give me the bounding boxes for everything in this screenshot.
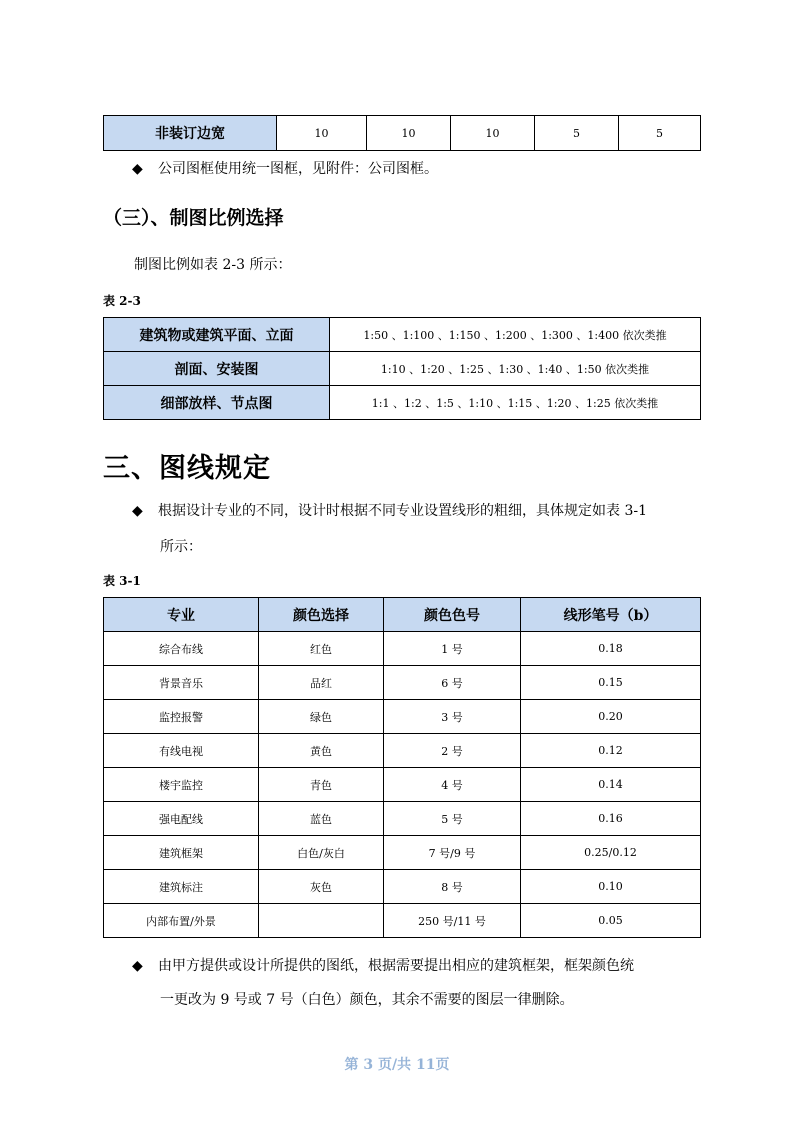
table-cell: 2 号 [384, 734, 521, 768]
paragraph: 制图比例如表 2-3 所示： [134, 257, 292, 273]
column-header: 专业 [104, 598, 259, 632]
diamond-bullet-icon: ◆ [132, 958, 143, 974]
table-row [104, 904, 701, 938]
table-cell: 建筑标注 [104, 870, 259, 904]
bullet-item [132, 951, 634, 982]
table-cell: 白色/灰白 [259, 836, 384, 870]
table-cell: 建筑框架 [104, 836, 259, 870]
table-cell: 0.10 [521, 870, 701, 904]
table-cell: 1:50 、1:100 、1:150 、1:200 、1:300 、1:400 依次类推 [330, 318, 701, 352]
table-cell: 5 [619, 116, 701, 151]
bullet-text-continued: 一更改为 9 号或 7 号（白色）颜色，其余不需要的图层一律删除。 [160, 992, 574, 1008]
page-footer: 第 3 页/共 11页 [344, 1057, 450, 1073]
table-cell: 0.15 [521, 666, 701, 700]
bullet-item [132, 154, 438, 185]
table-cell: 灰色 [259, 870, 384, 904]
table-cell: 1:1 、1:2 、1:5 、1:10 、1:15 、1:20 、1:25 依次类推 [330, 386, 701, 420]
column-header: 颜色选择 [259, 598, 384, 632]
table-row [104, 116, 701, 151]
column-header: 线形笔号（b） [521, 598, 701, 632]
table-row [104, 318, 701, 352]
table-row [104, 734, 701, 768]
table-row [104, 352, 701, 386]
table-cell: 8 号 [384, 870, 521, 904]
row-label: 剖面、安装图 [104, 352, 330, 386]
table-row [104, 666, 701, 700]
table-cell: 蓝色 [259, 802, 384, 836]
row-label: 非装订边宽 [104, 116, 277, 151]
table-cell: 6 号 [384, 666, 521, 700]
table-cell: 10 [451, 116, 535, 151]
table-cell: 内部布置/外景 [104, 904, 259, 938]
table-cell: 绿色 [259, 700, 384, 734]
table-cell: 有线电视 [104, 734, 259, 768]
table-cell: 青色 [259, 768, 384, 802]
table-cell: 0.05 [521, 904, 701, 938]
table-cell: 监控报警 [104, 700, 259, 734]
table-cell: 0.20 [521, 700, 701, 734]
table-cell: 4 号 [384, 768, 521, 802]
table-cell: 1:10 、1:20 、1:25 、1:30 、1:40 、1:50 依次类推 [330, 352, 701, 386]
section-heading: （三）、制图比例选择 [103, 207, 284, 229]
table-cell: 红色 [259, 632, 384, 666]
table-cell: 综合布线 [104, 632, 259, 666]
table-cell: 0.14 [521, 768, 701, 802]
table-row [104, 802, 701, 836]
table-cell: 0.18 [521, 632, 701, 666]
table-cell: 3 号 [384, 700, 521, 734]
table-caption: 表 3-1 [103, 574, 141, 588]
table-cell: 1 号 [384, 632, 521, 666]
table-cell [259, 904, 384, 938]
column-header: 颜色色号 [384, 598, 521, 632]
bullet-text: 公司图框使用统一图框，见附件：公司图框。 [158, 161, 438, 177]
table-header-row [104, 598, 701, 632]
row-label: 建筑物或建筑平面、立面 [104, 318, 330, 352]
table-cell: 7 号/9 号 [384, 836, 521, 870]
bullet-text-continued: 所示： [160, 539, 202, 555]
table-row [104, 836, 701, 870]
chapter-heading: 三、图线规定 [103, 453, 271, 484]
table-cell: 0.25/0.12 [521, 836, 701, 870]
scale-table [103, 317, 701, 420]
bullet-text: 由甲方提供或设计所提供的图纸，根据需要提出相应的建筑框架，框架颜色统 [158, 958, 634, 974]
table-cell: 强电配线 [104, 802, 259, 836]
table-row [104, 386, 701, 420]
bullet-item [132, 496, 647, 527]
table-caption: 表 2-3 [103, 294, 141, 308]
table-cell: 10 [277, 116, 367, 151]
row-label: 细部放样、节点图 [104, 386, 330, 420]
table-cell: 5 号 [384, 802, 521, 836]
diamond-bullet-icon: ◆ [132, 503, 143, 519]
table-cell: 0.16 [521, 802, 701, 836]
diamond-bullet-icon: ◆ [132, 161, 143, 177]
table-cell: 品红 [259, 666, 384, 700]
line-spec-table [103, 597, 701, 938]
bullet-text: 根据设计专业的不同，设计时根据不同专业设置线形的粗细，具体规定如表 3-1 [158, 503, 647, 519]
table-cell: 背景音乐 [104, 666, 259, 700]
table-row [104, 870, 701, 904]
table-cell: 10 [367, 116, 451, 151]
margin-width-table [103, 115, 701, 151]
table-cell: 黄色 [259, 734, 384, 768]
table-row [104, 700, 701, 734]
table-cell: 0.12 [521, 734, 701, 768]
table-cell: 5 [535, 116, 619, 151]
table-row [104, 632, 701, 666]
table-cell: 楼宇监控 [104, 768, 259, 802]
table-cell: 250 号/11 号 [384, 904, 521, 938]
table-row [104, 768, 701, 802]
